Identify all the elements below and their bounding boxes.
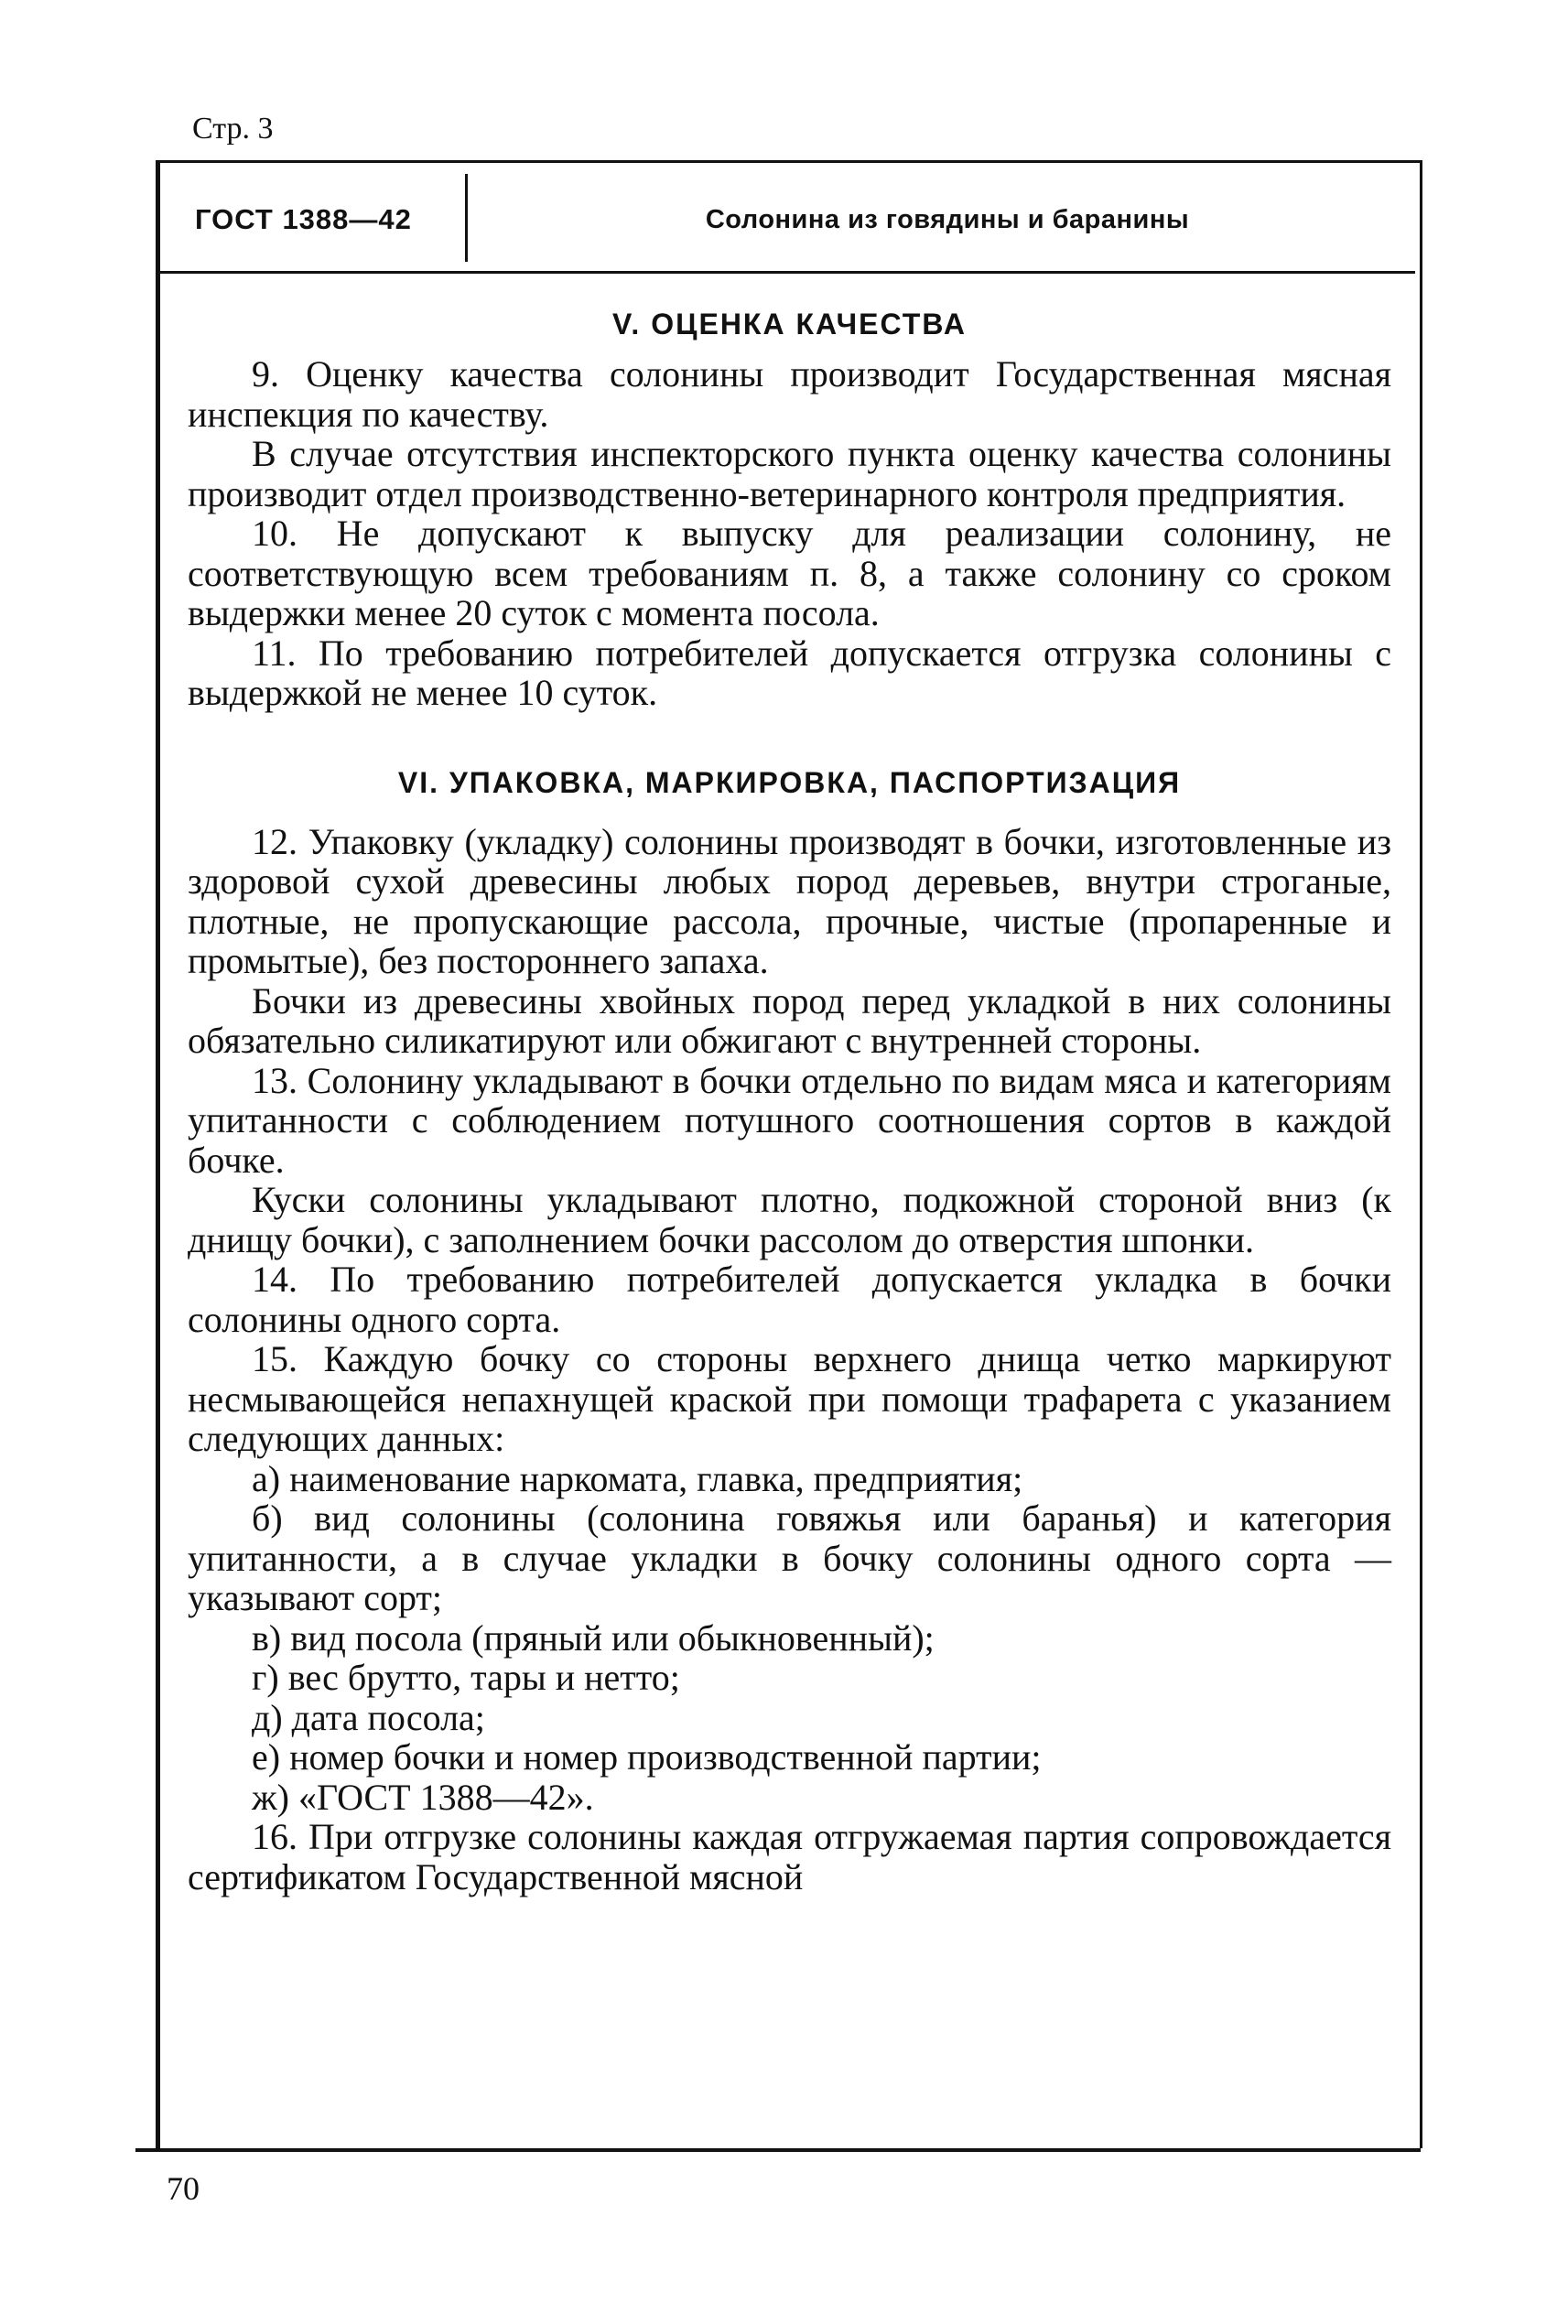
header-divider [465,174,468,262]
document-title: Солонина из говядины и баранины [705,205,1190,234]
list-item-e: е) номер бочки и номер производственной партии; [252,1736,1042,1778]
paragraph-11: 11. По требованию потребителей допускается отгрузка солонины с выдержкой не менее 10 суток. [188,632,1391,713]
paragraph-12-continued: Бочки из древесины хвойных пород перед укладкой в них солонины обязательно силикатируют или обжигают с внутренней стороны. [188,979,1391,1061]
frame-bottom-rule [135,2148,1421,2152]
paragraph-9: 9. Оценку качества солонины производит Государственная мясная инспекция по качеству. [188,353,1391,435]
page-number: 70 [167,2170,200,2207]
header-rule [160,271,1415,274]
list-item-v: в) вид посола (пряный или обыкновенный); [252,1616,935,1659]
paragraph-15: 15. Каждую бочку со стороны верхнего днища четко маркируют несмывающейся непахнущей краской при помощи трафарета с указанием следующих данных: [188,1338,1391,1459]
page-label: Стр. 3 [192,112,274,146]
paragraph-16: 16. При отгрузке солонины каждая отгружаемая партия сопровождается сертификатом Государственной мясной [188,1816,1391,1897]
list-item-zh: ж) «ГОСТ 1388—42». [252,1776,594,1818]
paragraph-13: 13. Солонину укладывают в бочки отдельно по видам мяса и категориям упитанности с соблюдением потушного соотношения сортов в каждой бочке. [188,1059,1391,1181]
list-item-d: д) дата посола; [252,1696,485,1738]
paragraph-13-continued: Куски солонины укладывают плотно, подкожной стороной вниз (к днищу бочки), с заполнением бочки рассолом до отверстия шпонки. [188,1179,1391,1260]
section-title-packaging: VI. УПАКОВКА, МАРКИРОВКА, ПАСПОРТИЗАЦИЯ [397,765,1182,799]
gost-code: ГОСТ 1388—42 [195,203,412,235]
paragraph-10: 10. Не допускают к выпуску для реализации солонину, не соответствующую всем требованиям п. 8, а также солонину со сроком выдержки менее 20 суток с момента посола. [188,513,1391,633]
document-body [188,291,1391,1897]
paragraph-12: 12. Упаковку (укладку) солонины производят в бочки, изготовленные из здоровой сухой древесины любых пород деревьев, внутри строганые, плотные, не пропускающие рассола, прочные, чистые (пропаренные и промытые), без постороннего запаха. [188,820,1391,981]
paragraph-14: 14. По требованию потребителей допускается укладка в бочки солонины одного сорта. [188,1259,1391,1340]
section-title-quality: V. ОЦЕНКА КАЧЕСТВА [612,308,967,340]
paragraph-9-continued: В случае отсутствия инспекторского пункта оценку качества солонины производит отдел производственно-ветеринарного контроля предприятия. [188,433,1391,514]
list-item-g: г) вес брутто, тары и нетто; [252,1657,680,1698]
list-item-b: б) вид солонины (солонина говяжья или баранья) и категория упитанности, а в случае укладки в бочку солонины одного сорта — указывают сорт; [188,1497,1391,1618]
list-item-a: а) наименование наркомата, главка, предприятия; [252,1457,1023,1499]
document-header [160,163,1415,271]
